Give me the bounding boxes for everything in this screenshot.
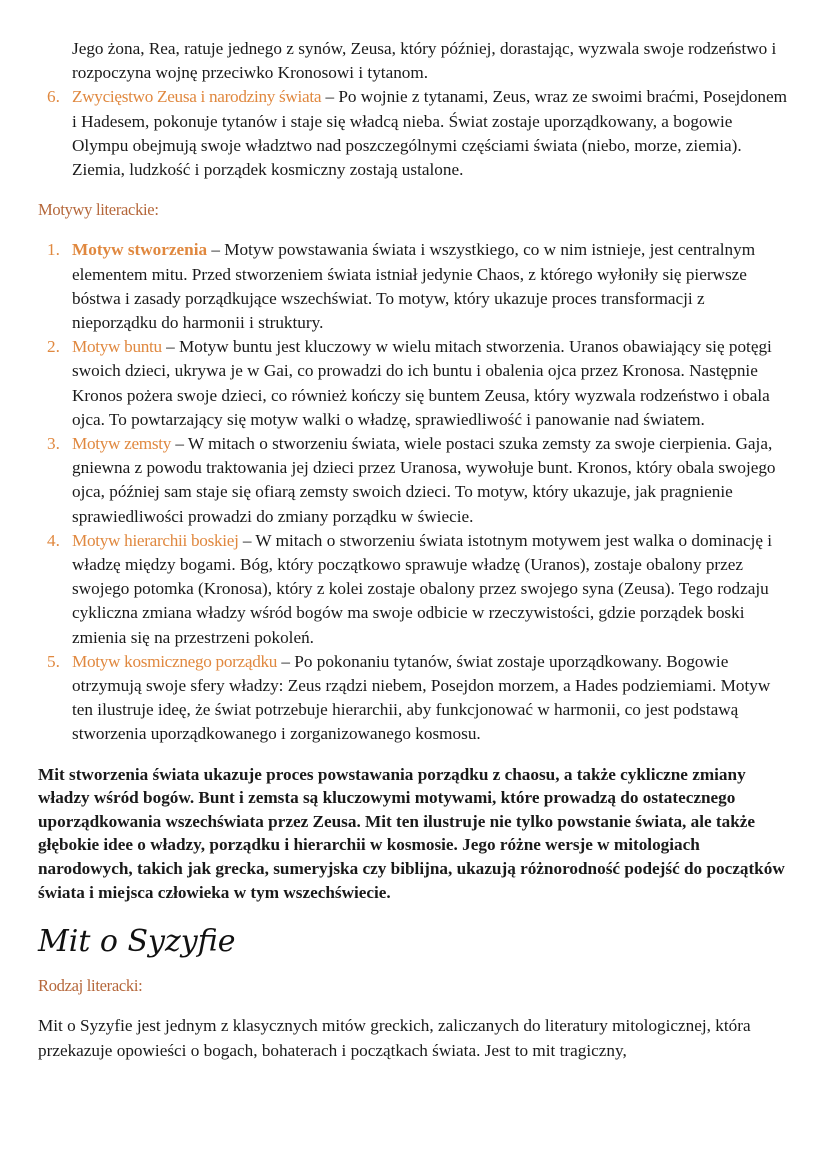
- motif-item: [0, 650, 828, 747]
- list-number: 2.: [47, 337, 60, 357]
- motif-item: [0, 529, 828, 650]
- list-number: 6.: [47, 87, 60, 107]
- list-number: 4.: [47, 530, 60, 550]
- motifs-heading: Motywy literackie:: [38, 200, 159, 220]
- motif-item: [0, 335, 828, 432]
- plot-item-5-continuation: Jego żona, Rea, ratuje jednego z synów, Zeusa, który później, dorastając, wyzwala swoje rodzeństwo i rozpoczyna wojnę przeciwko Kronosowi i tytanom.: [72, 39, 777, 83]
- plot-item-text: – Po wojnie z tytanami, Zeus, wraz ze swoimi braćmi, Posejdonem i Hadesem, pokonuje tytanów i staje się władcą nieba. Świat zostaje uporządkowany, a bogowie Olympu obejmują swoje władztwo nad poszczególnymi częściami świata (niebo, morze, ziemia). Ziemia, ludzkość i porządek kosmiczny zostają ustalone.: [72, 87, 788, 180]
- list-number: 3.: [47, 434, 60, 454]
- list-number: 5.: [47, 651, 60, 671]
- motif-title: Motyw stworzenia: [72, 240, 208, 260]
- motif-text: – Motyw buntu jest kluczowy w wielu mitach stworzenia. Uranos obawiający się potęgi swoich dzieci, ukrywa je w Gai, co prowadzi do ich buntu i obalenia ojca przez Kronosa. Następnie Kronos pożera swoje dzieci, co również kończy się buntem Zeusa, który wyzwala rodzeństwo i obala ojca. To powtarzający się motyw walki o władzę, sprawiedliwość i panowanie nad światem.: [72, 337, 772, 429]
- motif-title: Motyw kosmicznego porządku: [72, 651, 278, 671]
- plot-item-6: [0, 85, 828, 182]
- motif-item: [0, 238, 828, 335]
- motif-text: – Po pokonaniu tytanów, świat zostaje uporządkowany. Bogowie otrzymują swoje sfery władzy: Zeus rządzi niebem, Posejdon morzem, a Hades podziemiami. Motyw ten ilustruje ideę, że świat potrzebuje hierarchii, aby funkcjonować w harmonii, co jest podstawą stworzenia uporządkowanego i zorganizowanego kosmosu.: [72, 651, 771, 744]
- motif-text: – W mitach o stworzeniu świata, wiele postaci szuka zemsty za swoje cierpienia. Gaja, gniewna z powodu traktowania jej dzieci przez Uranosa, wywołuje bunt. Kronos, który obala swojego ojca, później sam staje się ofiarą zemsty swoich dzieci. To motyw, który ukazuje, jak pragnienie sprawiedliwości prowadzi do zmiany porządku w świecie.: [72, 434, 776, 526]
- section-title: Mit o Syzyfie: [38, 924, 236, 960]
- plot-item-title: Zwycięstwo Zeusa i narodziny świata: [72, 87, 322, 107]
- motifs-list: [0, 238, 828, 746]
- genre-paragraph: Mit o Syzyfie jest jednym z klasycznych mitów greckich, zaliczanych do literatury mitologicznej, która przekazuje opowieści o bogach, bohaterach i początkach świata. Jest to mit tragiczny,: [38, 1016, 751, 1060]
- list-number: 1.: [47, 240, 60, 260]
- motif-text: – W mitach o stworzeniu świata istotnym motywem jest walka o dominację i władzę między bogami. Bóg, który początkowo sprawuje władzę (Uranos), zostaje obalony przez swojego potomka (Kronosa), który z kolei zostaje obalony przez swojego syna (Zeusa). Tego rodzaju cykliczna zmiana władzy wśród bogów ma swoje odbicie w rzeczywistości, gdzie porządek boski zmienia się na przestrzeni pokoleń.: [72, 530, 773, 647]
- motif-item: [0, 432, 828, 529]
- motif-text: – Motyw powstawania świata i wszystkiego, co w nim istnieje, jest centralnym elementem mitu. Przed stworzeniem świata istniał jedynie Chaos, z którego wyłoniły się pierwsze bóstwa i zasady porządkujące wszechświat. To motyw, który ukazuje proces transformacji z nieporządku do harmonii i struktury.: [72, 240, 756, 333]
- plot-list: [0, 85, 828, 182]
- document-page: [0, 37, 828, 1080]
- motif-title: Motyw zemsty: [72, 434, 172, 454]
- summary-paragraph: Mit stworzenia świata ukazuje proces powstawania porządku z chaosu, a także cykliczne zmiany władzy wśród bogów. Bunt i zemsta są kluczowymi motywami, które prowadzą do ostatecznego uporządkowania wszechświata przez Zeusa. Mit ten ilustruje nie tylko powstanie świata, ale także głębokie idee o władzy, porządku i hierarchii w kosmosie. Jego różne wersje w mitologiach narodowych, takich jak grecka, sumeryjska czy biblijna, ukazują różnorodność podejść do początków świata i miejsca człowieka w tym wszechświecie.: [38, 764, 785, 902]
- motif-title: Motyw buntu: [72, 337, 162, 357]
- motif-title: Motyw hierarchii boskiej: [72, 530, 239, 550]
- genre-heading: Rodzaj literacki:: [38, 976, 143, 996]
